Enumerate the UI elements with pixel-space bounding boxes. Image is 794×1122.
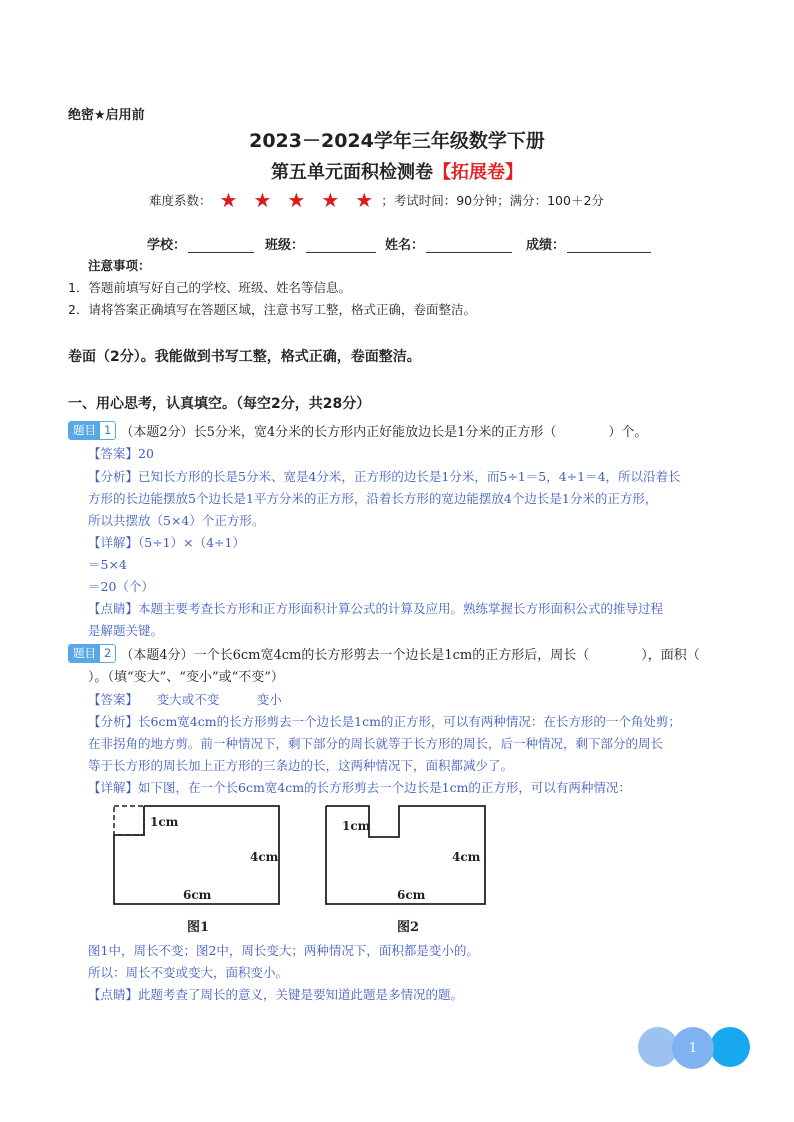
analysis-line: 【分析】长6cm宽4cm的长方形剪去一个边长是1cm的正方形，可以有两种情况：在长方形的一个角处剪； [88,714,681,729]
detail-step: ＝5×4 [88,557,127,572]
star-icon: ★ [355,188,374,212]
score-blank[interactable] [567,238,651,253]
comment-line: 【点睛】此题考查了周长的意义，关键是要知道此题是多情况的题。 [88,987,464,1002]
badge-number: 1 [100,422,115,439]
badge-number: 2 [100,645,115,662]
question-text: （本题2分）长5分米，宽4分米的长方形内正好能放边长是1分米的正方形（ ）个。 [120,425,648,440]
name-label: 姓名： [385,238,425,253]
analysis-line: 方形的长边能摆放5个边长是1平方分米的正方形，沿着长方形的宽边能摆放4个边长是1分米的正方形， [88,491,658,506]
page-number [672,1027,714,1069]
notice-item: 2．请将答案正确填写在答题区域，注意书写工整，格式正确，卷面整洁。 [68,302,476,317]
badge-label: 题目 [69,422,100,439]
question-badge [68,421,116,440]
badge-label: 题目 [69,645,100,662]
question-1 [68,421,647,440]
page-number-text: 1 [688,1040,698,1056]
detail-step: ＝20（个） [88,579,154,594]
fig2-side-label: 1cm [342,819,371,833]
name-blank[interactable] [426,238,512,253]
exam-subtitle [0,158,794,184]
question-2 [68,644,700,663]
notice-item: 1．答题前填写好自己的学校、班级、姓名等信息。 [68,280,351,295]
cut-square-dashed [114,806,144,835]
star-icon: ★ [287,188,306,212]
difficulty-row [149,190,604,210]
confidential-mark: 绝密★启用前 [68,108,145,123]
name-field [385,234,512,253]
class-field [265,234,376,253]
subtitle-main: 第五单元面积检测卷 [271,162,433,183]
class-label: 班级： [265,238,305,253]
fig1-width-label: 6cm [183,888,212,902]
fig1-caption: 图1 [187,920,210,935]
comment-line: 【点睛】本题主要考查长方形和正方形面积计算公式的计算及应用。熟练掌握长方形面积公式的推导过程 [88,601,664,616]
analysis-line: 【分析】已知长方形的长是5分米、宽是4分米，正方形的边长是1分米，而5÷1＝5，4÷1＝4，所以沿着长 [88,469,681,484]
comment-line: 是解题关键。 [88,623,164,638]
page-decor-right [710,1027,750,1067]
answer: 【答案】20 [88,446,154,461]
exam-info: ；考试时间：90分钟；满分：100＋2分 [381,193,604,208]
school-blank[interactable] [188,238,254,253]
difficulty-label: 难度系数： [149,193,212,208]
question-badge [68,644,116,663]
section-heading: 一、用心思考，认真填空。（每空2分，共28分） [68,396,371,412]
analysis-line: 所以共摆放（5×4）个正方形。 [88,513,265,528]
score-field [526,234,651,253]
subtitle-tag: 【拓展卷】 [433,162,523,183]
fig2-height-label: 4cm [452,850,481,864]
question-text-cont: ）。（填“变大”、“变小”或“不变”） [88,670,284,685]
fig1-side-label: 1cm [150,815,179,829]
result-line: 图1中，周长不变；图2中，周长变大；两种情况下，面积都是变小的。 [88,943,479,958]
class-blank[interactable] [306,238,376,253]
question-text: （本题4分）一个长6cm宽4cm的长方形剪去一个边长是1cm的正方形后，周长（ ），面积（ [120,648,700,663]
star-icon: ★ [253,188,272,212]
score-label: 成绩： [526,238,566,253]
detail-line: 【详解】（5÷1）×（4÷1） [88,535,245,550]
fig1-height-label: 4cm [250,850,279,864]
difficulty-stars [212,190,382,210]
analysis-line: 在非拐角的地方剪。前一种情况下，剩下部分的周长就等于长方形的周长，后一种情况，剩下部分的周长 [88,736,664,751]
result-line: 所以：周长不变或变大，面积变小。 [88,965,289,980]
school-field [147,234,254,253]
star-icon: ★ [321,188,340,212]
answer: 【答案】 变大或不变 变小 [88,692,282,707]
detail-line: 【详解】如下图，在一个长6cm宽4cm的长方形剪去一个边长是1cm的正方形，可以有两种情况： [88,780,631,795]
exam-title: 2023－2024学年三年级数学下册 [249,130,545,152]
analysis-line: 等于长方形的周长加上正方形的三条边的长，这两种情况下，面积都减少了。 [88,758,514,773]
fig2-width-label: 6cm [397,888,426,902]
fig2-caption: 图2 [397,920,420,935]
notice-title: 注意事项： [88,258,151,273]
neatness-statement: 卷面（2分）。我能做到书写工整，格式正确，卷面整洁。 [68,349,421,365]
star-icon: ★ [219,188,238,212]
school-label: 学校： [147,238,187,253]
